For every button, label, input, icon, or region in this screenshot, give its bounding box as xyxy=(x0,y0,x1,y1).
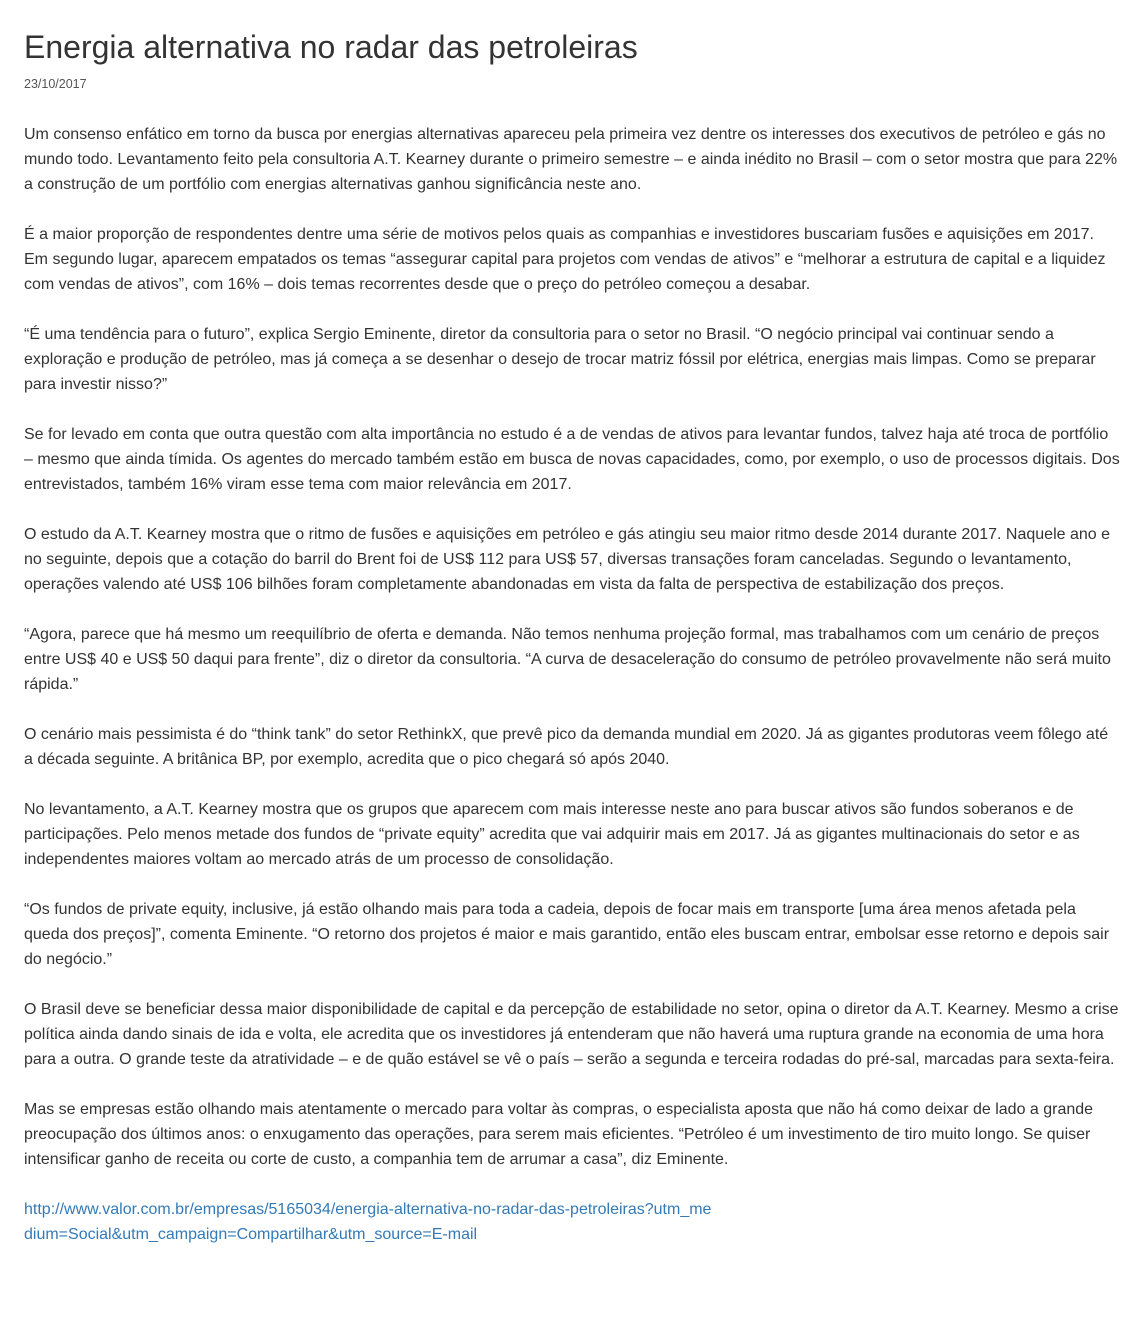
article-paragraph: Mas se empresas estão olhando mais atentamente o mercado para voltar às compras, o especialista aposta que não há como deixar de lado a grande preocupação dos últimos anos: o enxugamento das operações, para serem mais eficientes. “Petróleo é um investimento de tiro muito longo. Se quiser intensificar ganho de receita ou corte de custo, a companhia tem de arrumar a casa”, diz Eminente. xyxy=(24,1101,1094,1168)
article-paragraph: “Os fundos de private equity, inclusive, já estão olhando mais para toda a cadeia, depois de focar mais em transporte [uma área menos afetada pela queda dos preços]”, comenta Eminente. “O retorno dos projetos é maior e mais garantido, então eles buscam entrar, embolsar esse retorno e depois sair do negócio.” xyxy=(24,901,1110,968)
article-paragraph: “É uma tendência para o futuro”, explica Sergio Eminente, diretor da consultoria para o setor no Brasil. “O negócio principal vai continuar sendo a exploração e produção de petróleo, mas já começa a se desenhar o desejo de trocar matriz fóssil por elétrica, energias mais limpas. Como se preparar para investir nisso?” xyxy=(24,326,1096,393)
article-paragraph: O cenário mais pessimista é do “think tank” do setor RethinkX, que prevê pico da demanda mundial em 2020. Já as gigantes produtoras veem fôlego até a década seguinte. A britânica BP, por exemplo, acredita que o pico chegará só após 2040. xyxy=(24,726,1109,768)
article-title: Energia alternativa no radar das petroleiras xyxy=(24,29,638,65)
article-paragraph: O estudo da A.T. Kearney mostra que o ritmo de fusões e aquisições em petróleo e gás atingiu seu maior ritmo desde 2014 durante 2017. Naquele ano e no seguinte, depois que a cotação do barril do Brent foi de US$ 112 para US$ 57, diversas transações foram canceladas. Segundo o levantamento, operações valendo até US$ 106 bilhões foram completamente abandonadas em vista da falta de perspectiva de estabilização dos preços. xyxy=(24,526,1110,593)
article-body xyxy=(24,122,1121,1247)
article-paragraph: O Brasil deve se beneficiar dessa maior disponibilidade de capital e da percepção de estabilidade no setor, opina o diretor da A.T. Kearney. Mesmo a crise política ainda dando sinais de ida e volta, ele acredita que os investidores já entenderam que não haverá uma ruptura grande na economia de uma hora para a outra. O grande teste da atratividade – e de quão estável se vê o país – serão a segunda e terceira rodadas do pré-sal, marcadas para sexta-feira. xyxy=(24,1001,1119,1068)
article-date: 23/10/2017 xyxy=(24,77,87,91)
article-paragraph: É a maior proporção de respondentes dentre uma série de motivos pelos quais as companhias e investidores buscariam fusões e aquisições em 2017. Em segundo lugar, aparecem empatados os temas “assegurar capital para projetos com vendas de ativos” e “melhorar a estrutura de capital e a liquidez com vendas de ativos”, com 16% – dois temas recorrentes desde que o preço do petróleo começou a desabar. xyxy=(24,226,1106,293)
article-paragraph: Se for levado em conta que outra questão com alta importância no estudo é a de vendas de ativos para levantar fundos, talvez haja até troca de portfólio – mesmo que ainda tímida. Os agentes do mercado também estão em busca de novas capacidades, como, por exemplo, o uso de processos digitais. Dos entrevistados, também 16% viram esse tema com maior relevância em 2017. xyxy=(24,426,1120,493)
source-link[interactable]: http://www.valor.com.br/empresas/5165034/energia-alternativa-no-radar-das-petroleiras?utm_medium=Social&utm_campaign=Compartilhar&utm_source=E-mail xyxy=(24,1201,712,1243)
article-paragraph: “Agora, parece que há mesmo um reequilíbrio de oferta e demanda. Não temos nenhuma projeção formal, mas trabalhamos com um cenário de preços entre US$ 40 e US$ 50 daqui para frente”, diz o diretor da consultoria. “A curva de desaceleração do consumo de petróleo provavelmente não será muito rápida.” xyxy=(24,626,1111,693)
article-paragraph: No levantamento, a A.T. Kearney mostra que os grupos que aparecem com mais interesse neste ano para buscar ativos são fundos soberanos e de participações. Pelo menos metade dos fundos de “private equity” acredita que vai adquirir mais em 2017. Já as gigantes multinacionais do setor e as independentes maiores voltam ao mercado atrás de um processo de consolidação. xyxy=(24,801,1080,868)
article-paragraph: Um consenso enfático em torno da busca por energias alternativas apareceu pela primeira vez dentre os interesses dos executivos de petróleo e gás no mundo todo. Levantamento feito pela consultoria A.T. Kearney durante o primeiro semestre – e ainda inédito no Brasil – com o setor mostra que para 22% a construção de um portfólio com energias alternativas ganhou significância neste ano. xyxy=(24,126,1118,193)
